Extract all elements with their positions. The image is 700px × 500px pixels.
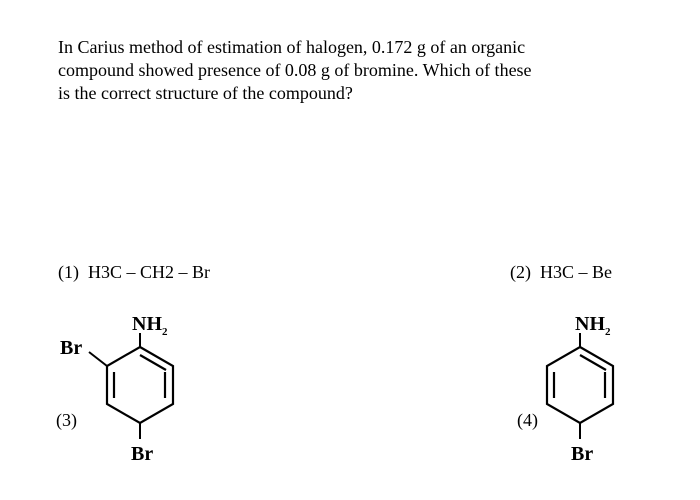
option-2-number: (2): [510, 262, 531, 282]
question-line-1: In Carius method of estimation of halogen, 0.172 g of an organic: [58, 37, 526, 57]
nh2-label: $NH_2$: [575, 313, 611, 338]
option-4-number[interactable]: (4): [517, 410, 538, 430]
nh2-label: $NH_2$: [132, 313, 168, 338]
option-1-number: (1): [58, 262, 79, 282]
question-line-2: compound showed presence of 0.08 g of bromine. Which of these: [58, 60, 532, 80]
option-1-formula: H3C – CH2 – Br: [88, 262, 211, 282]
br-bottom-label: Br: [571, 443, 594, 465]
double-bond: [580, 355, 606, 370]
question-line-3: is the correct structure of the compound?: [58, 83, 353, 103]
br-left-label: Br: [60, 337, 83, 359]
benzene-ring: [547, 347, 613, 423]
br-bottom-label: Br: [131, 443, 154, 465]
option-3-number[interactable]: (3): [56, 410, 77, 430]
option-2-formula: H3C – Be: [540, 262, 612, 282]
